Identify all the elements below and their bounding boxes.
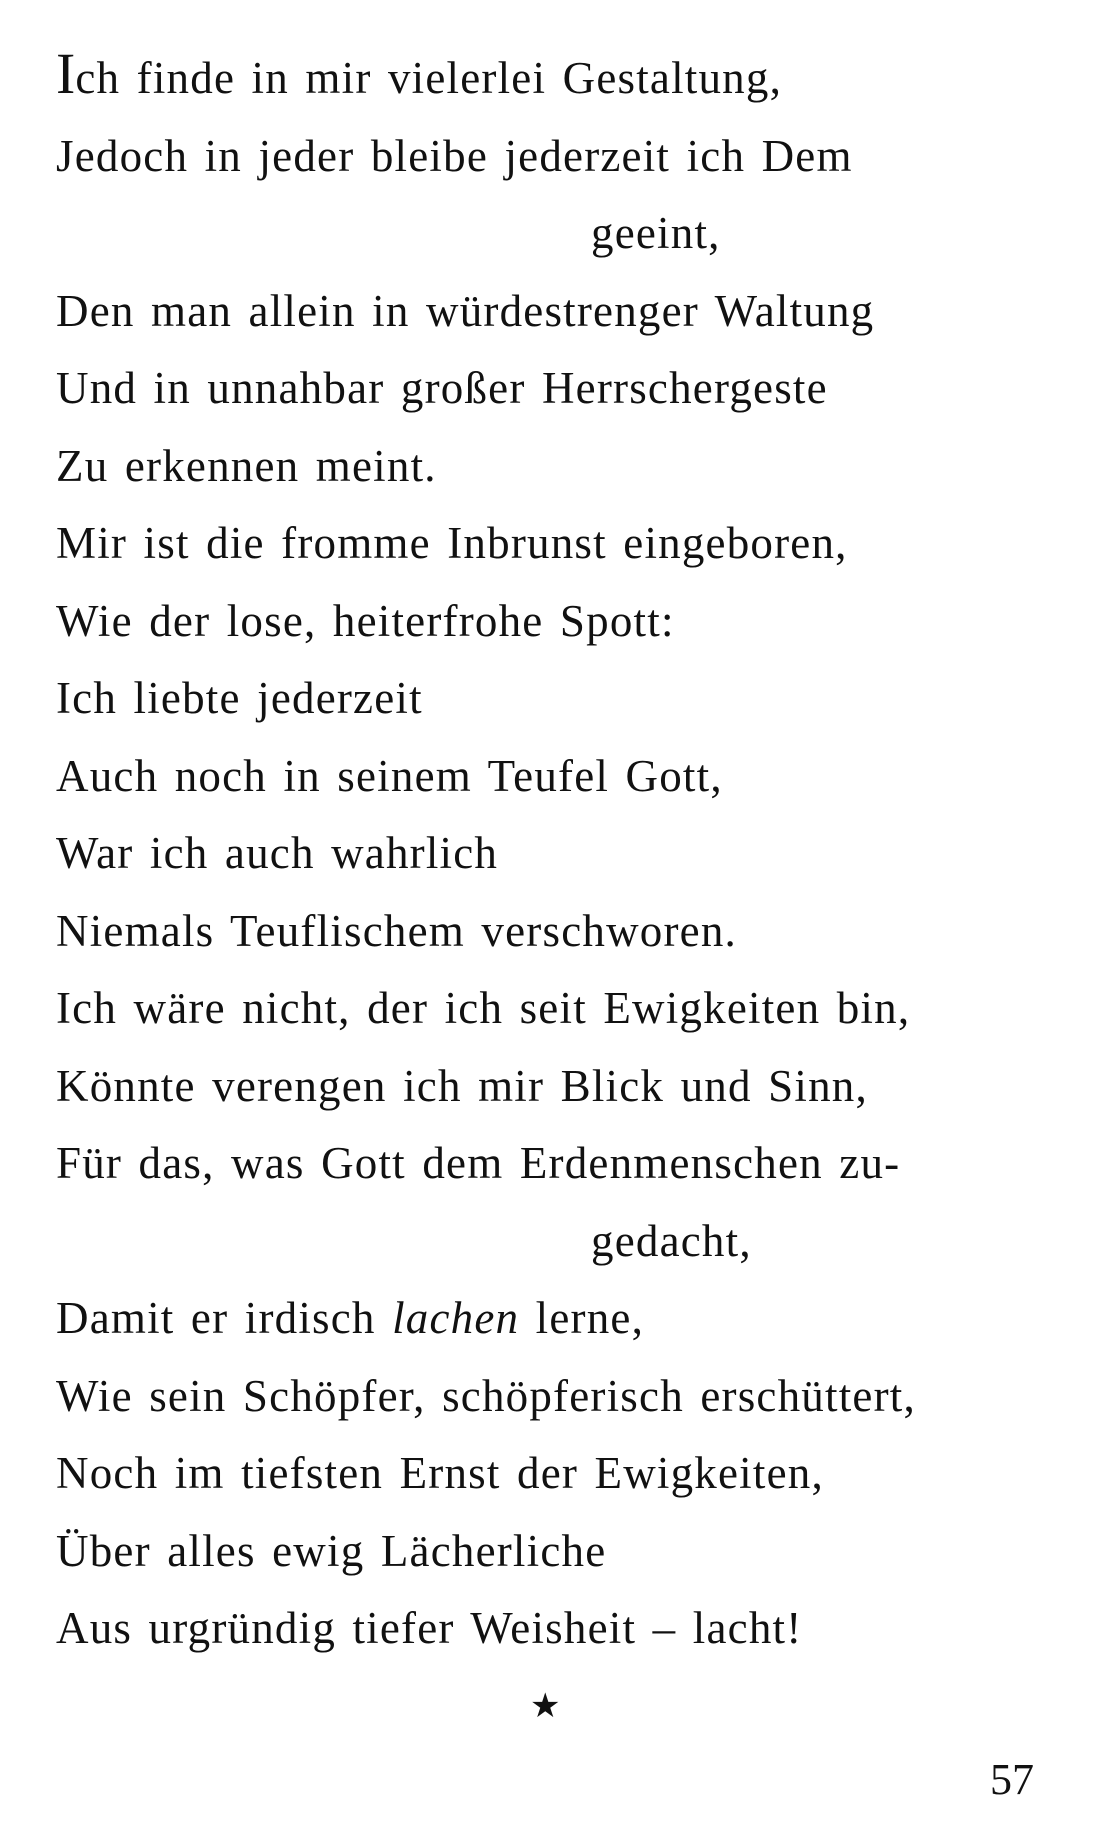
poem-line: War ich auch wahrlich: [56, 828, 499, 878]
poem-line: Für das, was Gott dem Erdenmenschen zu-: [56, 1138, 901, 1188]
poem-line: Ich liebte jederzeit: [56, 673, 423, 723]
poem-line: Jedoch in jeder bleibe jederzeit ich Dem: [56, 130, 853, 181]
initial-letter: I: [56, 41, 76, 106]
poem-line: Und in unnahbar großer Herrschergeste: [56, 363, 828, 413]
lachen-line-before: Damit er irdisch: [56, 1293, 393, 1343]
star-ornament-icon: ★: [530, 1688, 561, 1725]
poem-line: Zu erkennen meint.: [56, 440, 437, 491]
poem-line: Auch noch in seinem Teufel Gott,: [56, 750, 723, 801]
poem-line: Den man allein in würdestrenger Waltung: [56, 285, 875, 336]
poem-line: Wie der lose, heiterfrohe Spott:: [56, 595, 675, 646]
poem-line: Wie sein Schöpfer, schöpferisch erschüttert,: [56, 1370, 916, 1421]
poem: [56, 40, 1056, 1668]
poem-line-lachen: [56, 1280, 1056, 1358]
page-number: 57: [990, 1755, 1034, 1804]
poem-line-1: [56, 40, 1056, 118]
poem-line: Mir ist die fromme Inbrunst eingeboren,: [56, 518, 848, 568]
poem-line-1-text: ch finde in mir vielerlei Gestaltung,: [75, 53, 783, 103]
poem-line-continuation: gedacht,: [591, 1215, 752, 1266]
poem-line-continuation: geeint,: [591, 208, 721, 258]
poem-line: Ich wäre nicht, der ich seit Ewigkeiten bin,: [56, 983, 911, 1033]
lachen-emphasis: lachen: [392, 1293, 520, 1343]
poem-line: Niemals Teuflischem verschworen.: [56, 905, 737, 956]
poem-line: Könnte verengen ich mir Blick und Sinn,: [56, 1060, 868, 1111]
poem-line: Noch im tiefsten Ernst der Ewigkeiten,: [56, 1448, 824, 1498]
poem-line: Aus urgründig tiefer Weisheit – lacht!: [56, 1603, 803, 1653]
poem-line: Über alles ewig Lächerliche: [56, 1525, 607, 1576]
lachen-line-after: lerne,: [519, 1293, 645, 1343]
